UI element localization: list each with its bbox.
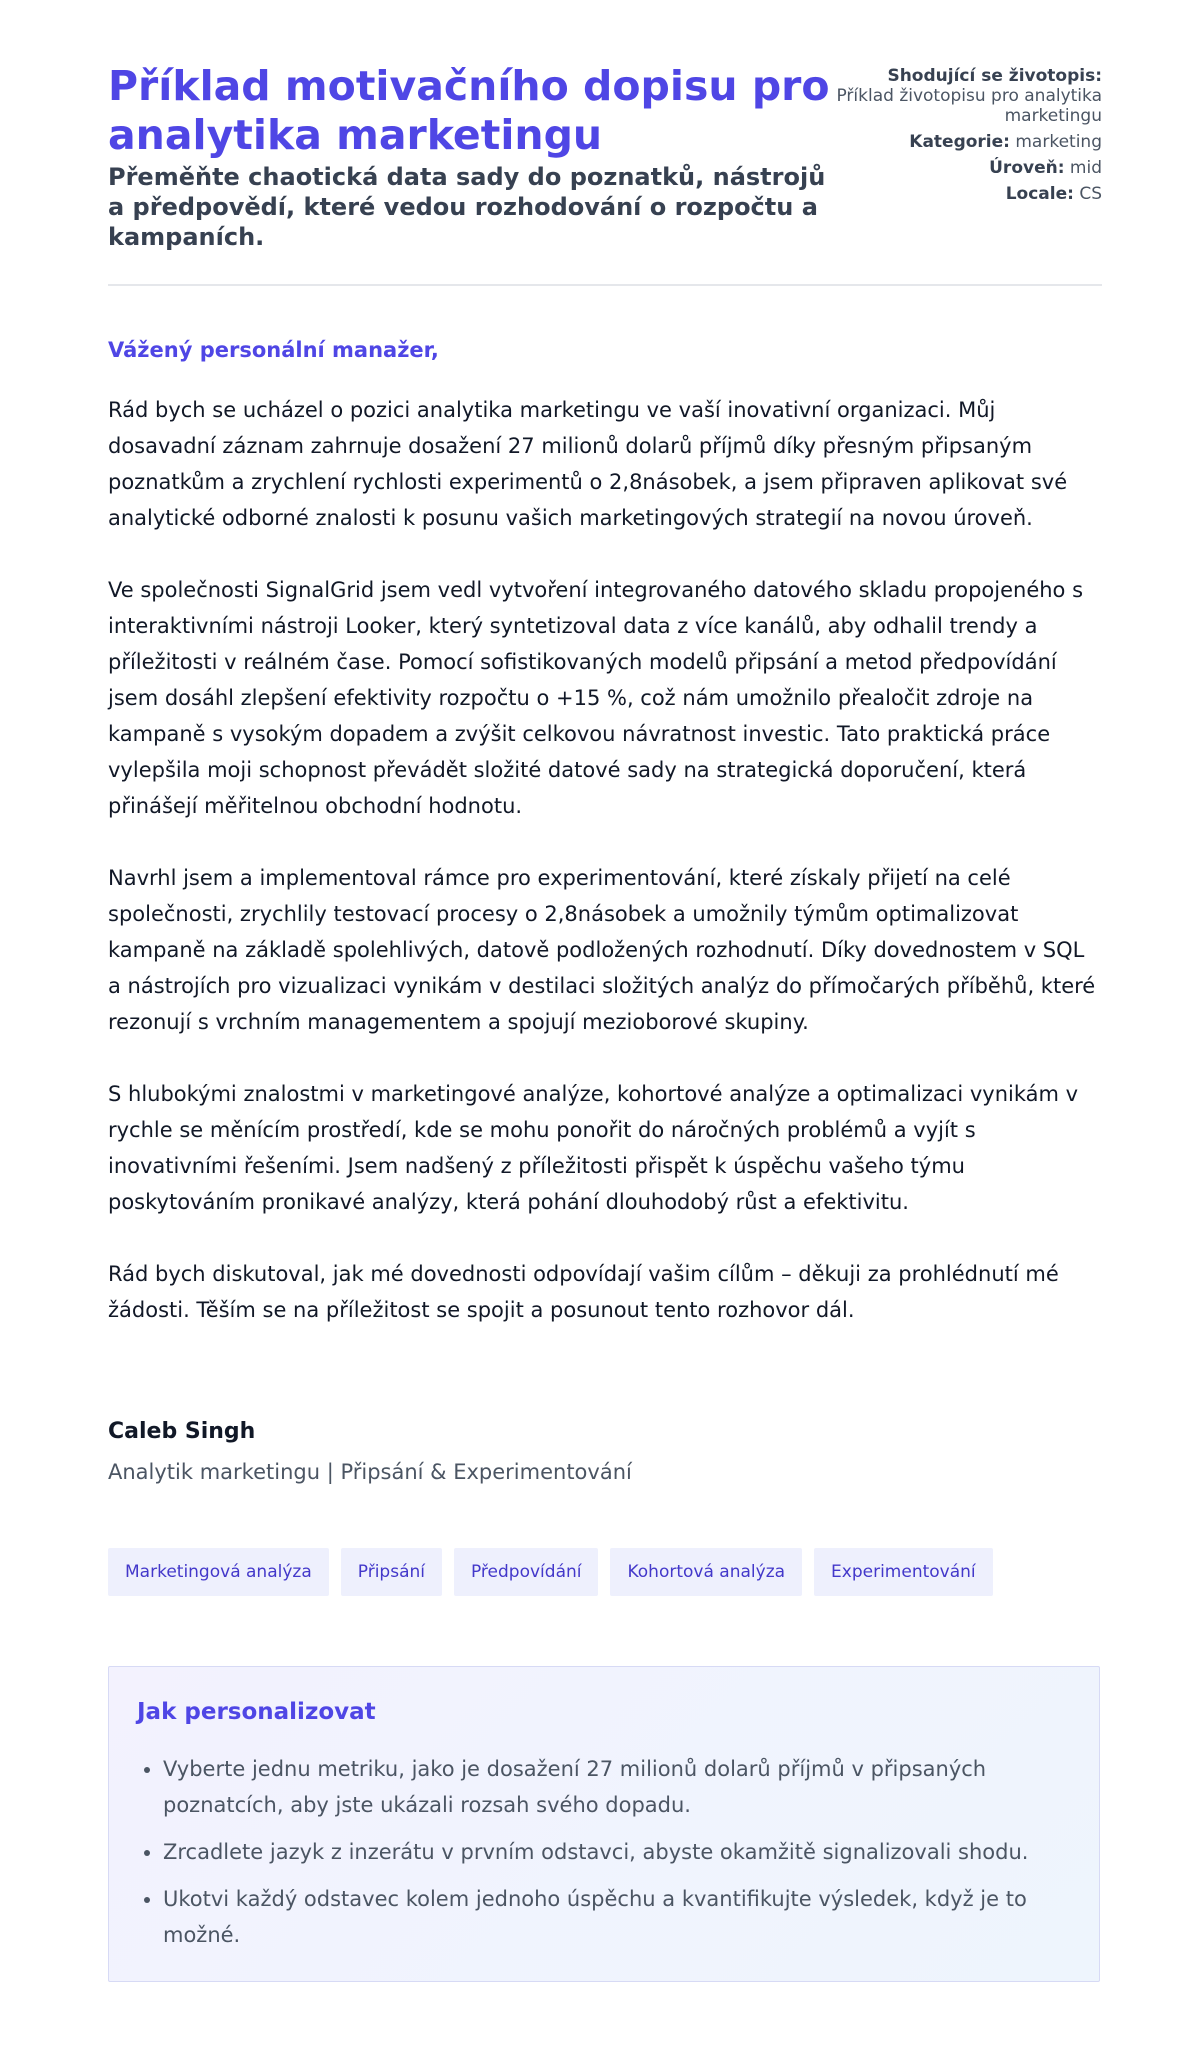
skill-tag: Předpovídání xyxy=(454,1548,599,1596)
page-title: Příklad motivačního dopisu pro analytika marketingu xyxy=(108,62,830,159)
letter-paragraph: Ve společnosti SignalGrid jsem vedl vytvoření integrovaného datového skladu propojeného s interaktivními nástroji Looker, který syntetizoval data z více kanálů, aby odhalil trendy a příležitosti v reálném čase. Pomocí sofistikovaných modelů připsání a metod předpovídání jsem dosáhl zlepšení efektivity rozpočtu o +15 %, což nám umožnilo přealočit zdroje na kampaně s vysokým dopadem a zvýšit celkovou návratnost investic. Tato praktická práce vylepšila moji schopnost převádět složité datové sady na strategická doporučení, která přinášejí měřitelnou obchodní hodnotu. xyxy=(108,578,1084,818)
tips-list-item: • Ukotvi každý odstavec kolem jednoho úspěchu a kvantifikujte výsledek, když je to možné. xyxy=(163,1881,1071,1953)
meta-panel xyxy=(802,66,1102,210)
signature-block xyxy=(108,1418,1102,1486)
skill-tag: Experimentování xyxy=(814,1548,993,1596)
skill-tag: Marketingová analýza xyxy=(108,1548,329,1596)
tips-title: Jak personalizovat xyxy=(137,1699,376,1725)
skill-tag: Připsání xyxy=(341,1548,442,1596)
meta-resume-label: Shodující se životopis: xyxy=(887,66,1102,86)
personalize-tips-box xyxy=(108,1666,1100,1982)
tips-list xyxy=(137,1751,1071,1953)
meta-level-value: mid xyxy=(1069,158,1102,178)
tips-list-item: • Zrcadlete jazyk z inzerátu v prvním odstavci, abyste okamžitě signalizovali shodu. xyxy=(163,1834,1071,1870)
skill-tag: Kohortová analýza xyxy=(610,1548,802,1596)
letter-salutation: Vážený personální manažer, xyxy=(108,338,439,362)
page-header xyxy=(108,62,1102,284)
letter-paragraph: Rád bych se ucházel o pozici analytika marketingu ve vaší inovativní organizaci. Můj dosavadní záznam zahrnuje dosažení 27 milionů dolarů příjmů díky přesným připsaným poznatkům a zrychlení rychlosti experimentů o 2,8násobek, a jsem připraven aplikovat své analytické odborné znalosti k posunu vašich marketingových strategií na novou úroveň. xyxy=(108,398,1068,530)
meta-resume xyxy=(802,66,1102,126)
meta-locale xyxy=(802,184,1102,204)
meta-category xyxy=(802,132,1102,152)
signature-name: Caleb Singh xyxy=(108,1419,256,1444)
skill-tags xyxy=(108,1548,993,1596)
meta-category-value: marketing xyxy=(1015,132,1102,152)
tips-list-item: • Vyberte jednu metriku, jako je dosažení 27 milionů dolarů příjmů v připsaných poznatcích, aby jste ukázali rozsah svého dopadu. xyxy=(163,1751,1071,1823)
letter-body xyxy=(108,392,1102,1364)
meta-locale-value: CS xyxy=(1079,184,1102,204)
signature-role: Analytik marketingu | Připsání & Experimentování xyxy=(108,1460,632,1484)
letter-paragraph: S hlubokými znalostmi v marketingové analýze, kohortové analýze a optimalizaci vynikám v rychle se měnícím prostředí, kde se mohu ponořit do náročných problémů a vyjít s inovativními řešeními. Jsem nadšený z příležitosti přispět k úspěchu vašeho týmu poskytováním pronikavé analýzy, která pohání dlouhodobý růst a efektivitu. xyxy=(108,1082,1079,1214)
meta-level xyxy=(802,158,1102,178)
letter-paragraph: Navrhl jsem a implementoval rámce pro experimentování, které získaly přijetí na celé společnosti, zrychlily testovací procesy o 2,8násobek a umožnily týmům optimalizovat kampaně na základě spolehlivých, datově podložených rozhodnutí. Díky dovednostem v SQL a nástrojích pro vizualizaci vynikám v destilaci složitých analýz do přímočarých příběhů, které rezonují s vrchním managementem a spojují mezioborové skupiny. xyxy=(108,866,1096,1034)
meta-level-label: Úroveň: xyxy=(989,158,1065,178)
header-divider xyxy=(108,284,1102,286)
meta-locale-label: Locale: xyxy=(1005,184,1074,204)
letter-paragraph: Rád bych diskutoval, jak mé dovednosti odpovídají vašim cílům – děkuji za prohlédnutí mé žádosti. Těším se na příležitost se spojit a posunout tento rozhovor dál. xyxy=(108,1262,1059,1322)
meta-category-label: Kategorie: xyxy=(909,132,1010,152)
meta-resume-link[interactable]: Příklad životopisu pro analytika marketingu xyxy=(836,86,1102,126)
page-subtitle: Přeměňte chaotická data sady do poznatků, nástrojů a předpovědí, které vedou rozhodování o rozpočtu a kampaních. xyxy=(108,163,826,251)
